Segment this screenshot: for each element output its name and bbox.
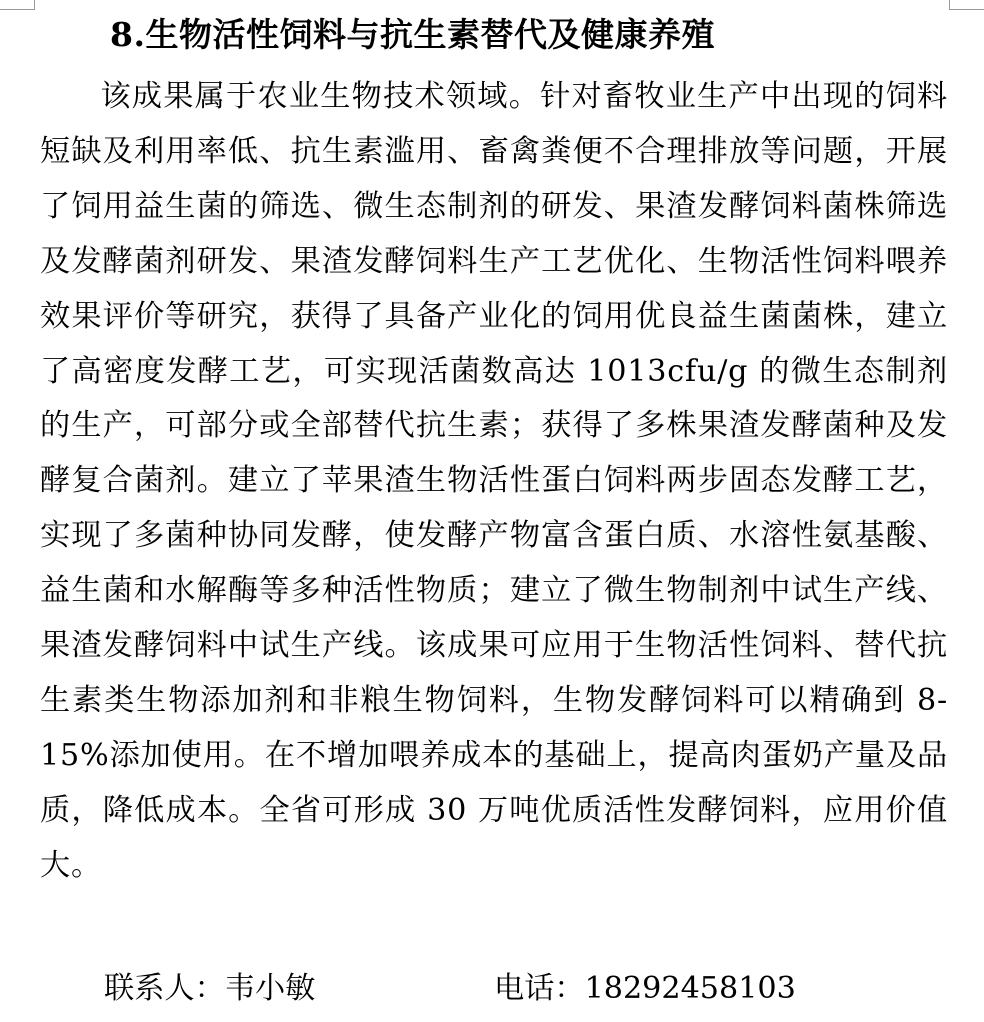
crop-mark-top-left [0,0,35,10]
contact-person: 联系人：韦小敏 [104,971,316,1006]
body-paragraph: 该成果属于农业生物技术领域。针对畜牧业生产中出现的饲料短缺及利用率低、抗生素滥用、畜禽粪便不合理排放等问题，开展了饲用益生菌的筛选、微生态制剂的研发、果渣发酵饲料菌株筛选及发酵菌剂研发、果渣发酵饲料生产工艺优化、生物活性饲料喂养效果评价等研究，获得了具备产业化的饲用优良益生菌菌株，建立了高密度发酵工艺，可实现活菌数高达 1013cfu/g 的微生态制剂的生产，可部分或全部替代抗生素；获得了多株果渣发酵菌种及发酵复合菌剂。建立了苹果渣生物活性蛋白饲料两步固态发酵工艺，实现了多菌种协同发酵，使发酵产物富含蛋白质、水溶性氨基酸、益生菌和水解酶等多种活性物质；建立了微生物制剂中试生产线、果渣发酵饲料中试生产线。该成果可应用于生物活性饲料、替代抗生素类生物添加剂和非粮生物饲料，生物发酵饲料可以精确到 8-15%添加使用。在不增加喂养成本的基础上，提高肉蛋奶产量及品质，降低成本。全省可形成 30 万吨优质活性发酵饲料，应用价值大。 [40,79,948,883]
section-title: 8.生物活性饲料与抗生素替代及健康养殖 [110,15,715,54]
crop-mark-top-right [949,0,984,10]
contact-phone: 电话：18292458103 [494,971,796,1006]
